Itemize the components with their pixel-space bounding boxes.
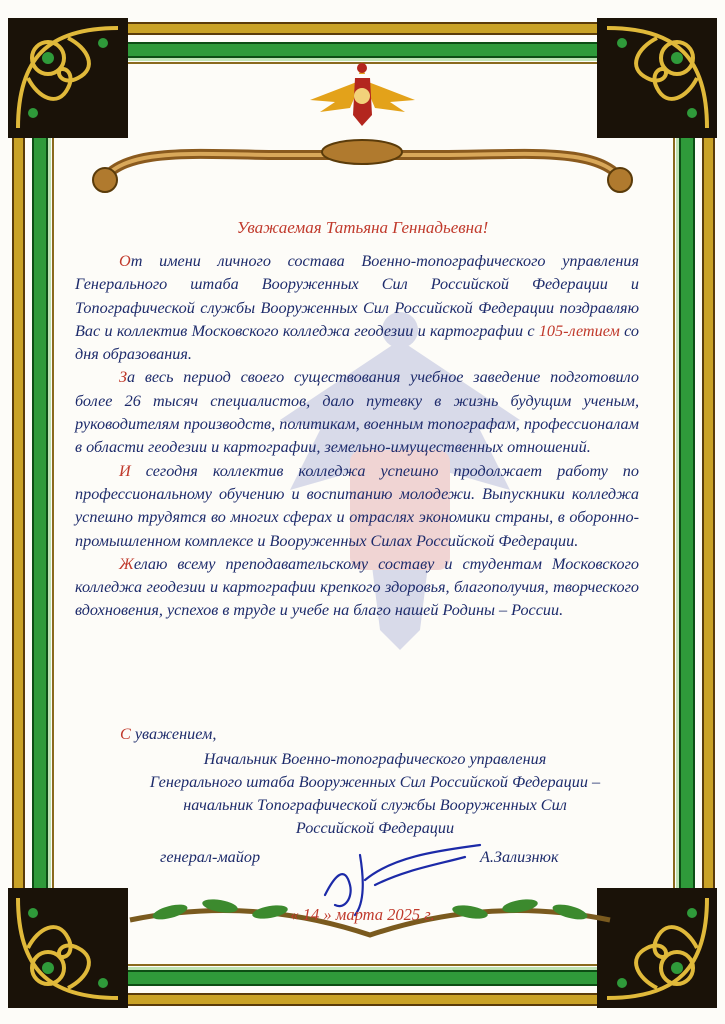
greeting-heading: Уважаемая Татьяна Геннадьевна! (236, 218, 489, 237)
closing-text: уважением, (130, 725, 217, 743)
drop-letter: З (119, 368, 128, 387)
letter-date: « 14 » марта 2025 г. (290, 905, 435, 924)
closing-line (120, 725, 216, 744)
paragraph-text: т имени личного состава Военно-топографического управления Генерального штаба Вооруженных Сил Российской Федерации и Топографической службы Вооруженных Сил Российской Федерации поздравляю Вас и коллектив Московского колледжа геодезии и картографии с (75, 252, 639, 340)
paragraph-text: елаю всему преподавательскому составу и студентам Московского колледжа геодезии и картографии крепкого здоровья, благополучия, творческого вдохновения, успехов в труде и учебе на благо нашей Родины – России. (75, 554, 639, 620)
signatory-title-line: начальник Топографической службы Вооруженных Сил (183, 796, 567, 814)
paragraph-text: сегодня коллектив колледжа успешно продолжает работу по профессиональному обучению и воспитанию молодежи. Выпускники колледжа успешно трудятся во многих сферах и отраслях экономики страны, в оборонно-промышленном комплексе и Вооруженных Силах Российской Федерации. (75, 461, 639, 550)
signatory-title-line: Российской Федерации (295, 819, 455, 837)
ornament-corner-icon (597, 18, 717, 138)
letter-body (75, 250, 639, 623)
paragraph-text: а весь период своего существования учебное заведение подготовило более 26 тысяч специалистов, дало путевку в жизнь будущим ученым, руководителям производств, политикам, военным топографам, профессионалам в области геодезии и картографии, земельно-имущественных отношений. (75, 368, 639, 457)
paragraph-text: со дня образования. (75, 321, 639, 364)
signatory-title-line: Начальник Военно-топографического управления (203, 750, 547, 768)
signatory-rank: генерал-майор (160, 848, 261, 866)
signatory-title (75, 748, 675, 840)
signatory-name: А.Зализнюк (480, 848, 559, 866)
drop-letter: О (119, 252, 131, 270)
paragraph (75, 250, 639, 366)
drop-letter: Ж (119, 554, 134, 573)
paragraph (75, 366, 639, 459)
paragraph (75, 460, 639, 553)
signatory-title-line: Генерального штаба Вооруженных Сил Российской Федерации – (149, 773, 601, 791)
paragraph (75, 553, 639, 623)
drop-letter: С (120, 725, 131, 743)
ornament-corner-icon (8, 18, 128, 138)
anniversary-highlight: 105-летием (538, 321, 620, 340)
scroll-ornament-icon (80, 130, 645, 200)
drop-letter: И (119, 461, 131, 480)
military-topographic-eagle-emblem-icon (305, 60, 420, 130)
